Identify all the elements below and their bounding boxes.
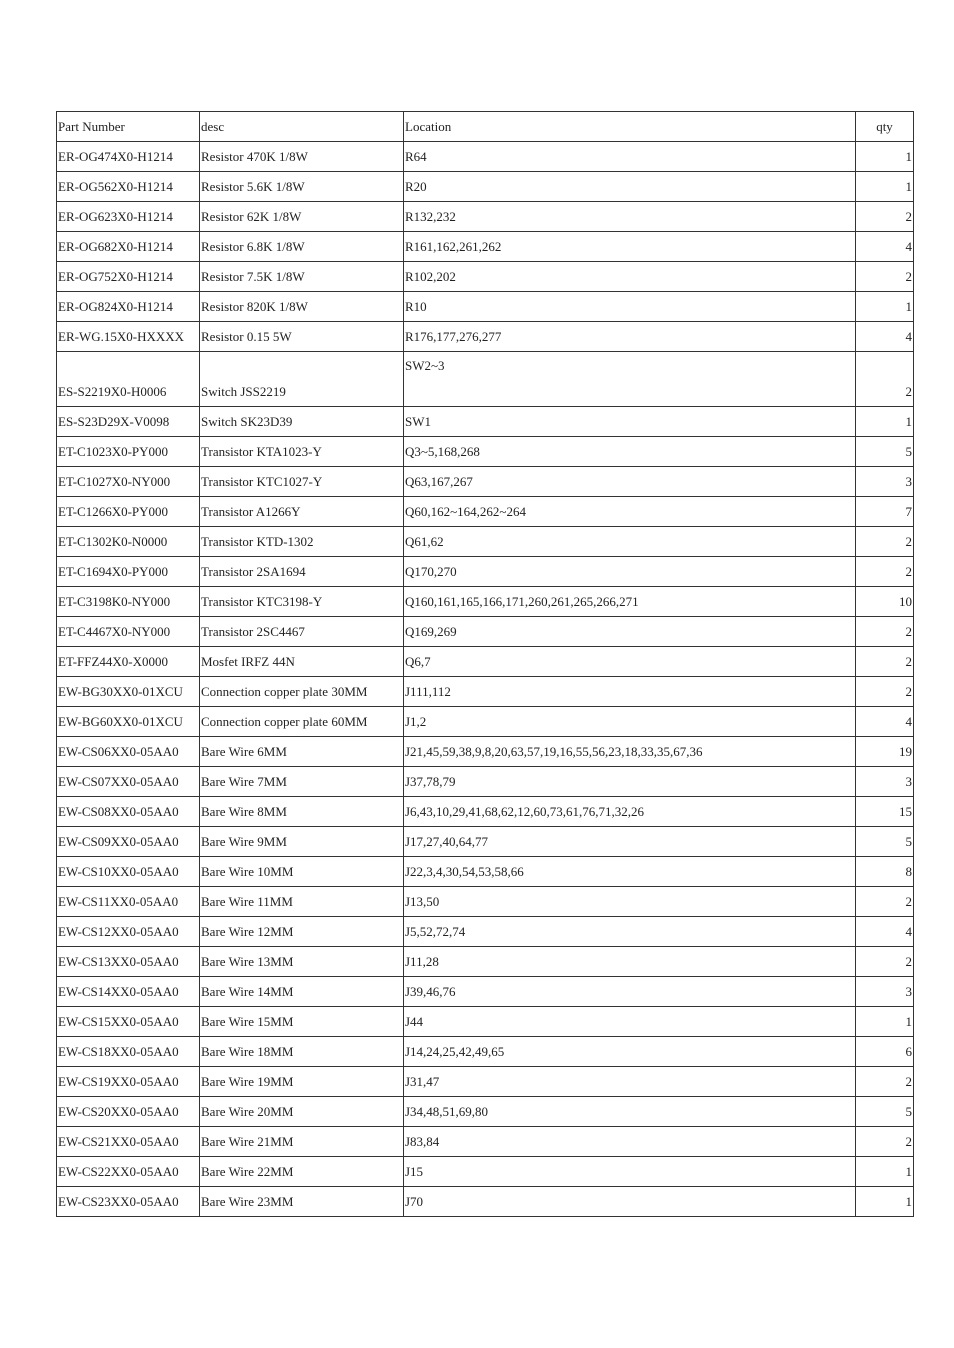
qty-cell: 1 <box>856 1187 914 1217</box>
qty-cell: 2 <box>856 647 914 677</box>
part-number-cell: ER-OG562X0-H1214 <box>57 172 200 202</box>
qty-cell: 19 <box>856 737 914 767</box>
description-cell: Bare Wire 8MM <box>200 797 404 827</box>
qty-cell: 1 <box>856 292 914 322</box>
qty-cell: 3 <box>856 977 914 1007</box>
location-cell: J14,24,25,42,49,65 <box>404 1037 856 1067</box>
location-cell: J31,47 <box>404 1067 856 1097</box>
table-row <box>57 1037 914 1067</box>
part-number-cell: ER-OG682X0-H1214 <box>57 232 200 262</box>
part-number-cell: EW-BG30XX0-01XCU <box>57 677 200 707</box>
description-cell: Bare Wire 20MM <box>200 1097 404 1127</box>
qty-cell: 4 <box>856 322 914 352</box>
description-cell: Mosfet IRFZ 44N <box>200 647 404 677</box>
qty-cell: 2 <box>856 677 914 707</box>
part-number-cell: EW-CS22XX0-05AA0 <box>57 1157 200 1187</box>
description-cell: Transistor A1266Y <box>200 497 404 527</box>
description-cell: Bare Wire 6MM <box>200 737 404 767</box>
location-cell: R132,232 <box>404 202 856 232</box>
qty-cell: 2 <box>856 262 914 292</box>
description-cell: Switch SK23D39 <box>200 407 404 437</box>
table-row <box>57 947 914 977</box>
location-cell: J1,2 <box>404 707 856 737</box>
qty-cell: 4 <box>856 232 914 262</box>
description-cell: Resistor 62K 1/8W <box>200 202 404 232</box>
description-cell: Bare Wire 21MM <box>200 1127 404 1157</box>
description-cell: Resistor 820K 1/8W <box>200 292 404 322</box>
table-row <box>57 857 914 887</box>
part-number-cell: ET-FFZ44X0-X0000 <box>57 647 200 677</box>
part-number-cell: EW-CS21XX0-05AA0 <box>57 1127 200 1157</box>
header-desc: desc <box>200 112 404 142</box>
location-cell: J44 <box>404 1007 856 1037</box>
part-number-cell: EW-CS14XX0-05AA0 <box>57 977 200 1007</box>
location-cell: J13,50 <box>404 887 856 917</box>
table-row <box>57 617 914 647</box>
table-row <box>57 587 914 617</box>
description-cell: Bare Wire 14MM <box>200 977 404 1007</box>
table-row <box>57 232 914 262</box>
bom-body <box>57 142 914 1217</box>
qty-cell: 1 <box>856 172 914 202</box>
table-row <box>57 1127 914 1157</box>
qty-cell: 4 <box>856 917 914 947</box>
qty-cell: 3 <box>856 467 914 497</box>
description-cell: Bare Wire 18MM <box>200 1037 404 1067</box>
location-cell: SW2~3 <box>404 352 856 407</box>
qty-cell: 7 <box>856 497 914 527</box>
location-cell: J37,78,79 <box>404 767 856 797</box>
table-row <box>57 467 914 497</box>
table-row <box>57 767 914 797</box>
part-number-cell: EW-CS19XX0-05AA0 <box>57 1067 200 1097</box>
qty-cell: 3 <box>856 767 914 797</box>
qty-cell: 1 <box>856 407 914 437</box>
qty-cell: 2 <box>856 352 914 407</box>
table-row <box>57 1187 914 1217</box>
location-cell: J15 <box>404 1157 856 1187</box>
location-cell: Q61,62 <box>404 527 856 557</box>
table-row <box>57 352 914 407</box>
table-row <box>57 827 914 857</box>
description-cell: Bare Wire 19MM <box>200 1067 404 1097</box>
location-cell: R20 <box>404 172 856 202</box>
table-row <box>57 322 914 352</box>
header-row <box>57 112 914 142</box>
description-cell: Bare Wire 7MM <box>200 767 404 797</box>
location-cell: J21,45,59,38,9,8,20,63,57,19,16,55,56,23,18,33,35,67,36 <box>404 737 856 767</box>
location-cell: R64 <box>404 142 856 172</box>
table-row <box>57 797 914 827</box>
location-cell: J22,3,4,30,54,53,58,66 <box>404 857 856 887</box>
description-cell: Transistor 2SA1694 <box>200 557 404 587</box>
part-number-cell: ES-S2219X0-H0006 <box>57 352 200 407</box>
header-part-number: Part Number <box>57 112 200 142</box>
qty-cell: 8 <box>856 857 914 887</box>
description-cell: Connection copper plate 30MM <box>200 677 404 707</box>
part-number-cell: ER-OG752X0-H1214 <box>57 262 200 292</box>
qty-cell: 2 <box>856 1127 914 1157</box>
part-number-cell: EW-CS08XX0-05AA0 <box>57 797 200 827</box>
table-row <box>57 557 914 587</box>
location-cell: R176,177,276,277 <box>404 322 856 352</box>
part-number-cell: ET-C4467X0-NY000 <box>57 617 200 647</box>
table-row <box>57 977 914 1007</box>
qty-cell: 2 <box>856 947 914 977</box>
qty-cell: 2 <box>856 887 914 917</box>
table-row <box>57 437 914 467</box>
location-cell: Q170,270 <box>404 557 856 587</box>
part-number-cell: EW-BG60XX0-01XCU <box>57 707 200 737</box>
description-cell: Transistor KTA1023-Y <box>200 437 404 467</box>
description-cell: Bare Wire 15MM <box>200 1007 404 1037</box>
description-cell: Bare Wire 13MM <box>200 947 404 977</box>
qty-cell: 1 <box>856 142 914 172</box>
description-cell: Switch JSS2219 <box>200 352 404 407</box>
part-number-cell: EW-CS06XX0-05AA0 <box>57 737 200 767</box>
location-cell: R161,162,261,262 <box>404 232 856 262</box>
table-row <box>57 917 914 947</box>
qty-cell: 2 <box>856 1067 914 1097</box>
description-cell: Bare Wire 12MM <box>200 917 404 947</box>
qty-cell: 6 <box>856 1037 914 1067</box>
part-number-cell: EW-CS09XX0-05AA0 <box>57 827 200 857</box>
qty-cell: 1 <box>856 1007 914 1037</box>
table-row <box>57 887 914 917</box>
description-cell: Resistor 7.5K 1/8W <box>200 262 404 292</box>
table-row <box>57 647 914 677</box>
location-cell: R102,202 <box>404 262 856 292</box>
table-row <box>57 172 914 202</box>
qty-cell: 5 <box>856 437 914 467</box>
table-row <box>57 407 914 437</box>
part-number-cell: EW-CS10XX0-05AA0 <box>57 857 200 887</box>
table-row <box>57 1007 914 1037</box>
description-cell: Resistor 470K 1/8W <box>200 142 404 172</box>
part-number-cell: ET-C1027X0-NY000 <box>57 467 200 497</box>
description-cell: Transistor 2SC4467 <box>200 617 404 647</box>
part-number-cell: ER-OG824X0-H1214 <box>57 292 200 322</box>
part-number-cell: ER-WG.15X0-HXXXX <box>57 322 200 352</box>
part-number-cell: ET-C1694X0-PY000 <box>57 557 200 587</box>
location-cell: Q169,269 <box>404 617 856 647</box>
description-cell: Transistor KTD-1302 <box>200 527 404 557</box>
table-row <box>57 1097 914 1127</box>
table-row <box>57 527 914 557</box>
location-cell: J39,46,76 <box>404 977 856 1007</box>
qty-cell: 2 <box>856 557 914 587</box>
part-number-cell: EW-CS11XX0-05AA0 <box>57 887 200 917</box>
location-cell: Q63,167,267 <box>404 467 856 497</box>
qty-cell: 15 <box>856 797 914 827</box>
qty-cell: 10 <box>856 587 914 617</box>
part-number-cell: ER-OG474X0-H1214 <box>57 142 200 172</box>
description-cell: Resistor 5.6K 1/8W <box>200 172 404 202</box>
part-number-cell: ET-C1266X0-PY000 <box>57 497 200 527</box>
description-cell: Bare Wire 22MM <box>200 1157 404 1187</box>
table-row <box>57 262 914 292</box>
description-cell: Bare Wire 11MM <box>200 887 404 917</box>
location-cell: J34,48,51,69,80 <box>404 1097 856 1127</box>
part-number-cell: ET-C3198K0-NY000 <box>57 587 200 617</box>
table-row <box>57 1067 914 1097</box>
table-row <box>57 142 914 172</box>
description-cell: Bare Wire 23MM <box>200 1187 404 1217</box>
description-cell: Connection copper plate 60MM <box>200 707 404 737</box>
location-cell: R10 <box>404 292 856 322</box>
qty-cell: 2 <box>856 527 914 557</box>
location-cell: Q60,162~164,262~264 <box>404 497 856 527</box>
description-cell: Transistor KTC3198-Y <box>200 587 404 617</box>
qty-cell: 5 <box>856 1097 914 1127</box>
location-cell: SW1 <box>404 407 856 437</box>
location-cell: J70 <box>404 1187 856 1217</box>
location-cell: Q160,161,165,166,171,260,261,265,266,271 <box>404 587 856 617</box>
table-row <box>57 1157 914 1187</box>
description-cell: Resistor 6.8K 1/8W <box>200 232 404 262</box>
qty-cell: 2 <box>856 617 914 647</box>
table-row <box>57 737 914 767</box>
part-number-cell: ET-C1023X0-PY000 <box>57 437 200 467</box>
table-row <box>57 707 914 737</box>
description-cell: Resistor 0.15 5W <box>200 322 404 352</box>
qty-cell: 2 <box>856 202 914 232</box>
description-cell: Transistor KTC1027-Y <box>200 467 404 497</box>
location-cell: J83,84 <box>404 1127 856 1157</box>
part-number-cell: EW-CS13XX0-05AA0 <box>57 947 200 977</box>
location-cell: Q6,7 <box>404 647 856 677</box>
location-cell: J6,43,10,29,41,68,62,12,60,73,61,76,71,32,26 <box>404 797 856 827</box>
part-number-cell: ER-OG623X0-H1214 <box>57 202 200 232</box>
location-cell: J11,28 <box>404 947 856 977</box>
part-number-cell: EW-CS15XX0-05AA0 <box>57 1007 200 1037</box>
part-number-cell: EW-CS07XX0-05AA0 <box>57 767 200 797</box>
header-qty: qty <box>856 112 914 142</box>
description-cell: Bare Wire 9MM <box>200 827 404 857</box>
table-row <box>57 677 914 707</box>
bom-table <box>56 111 914 1217</box>
qty-cell: 4 <box>856 707 914 737</box>
location-cell: Q3~5,168,268 <box>404 437 856 467</box>
header-location: Location <box>404 112 856 142</box>
qty-cell: 5 <box>856 827 914 857</box>
table-row <box>57 202 914 232</box>
part-number-cell: EW-CS20XX0-05AA0 <box>57 1097 200 1127</box>
location-cell: J111,112 <box>404 677 856 707</box>
location-cell: J17,27,40,64,77 <box>404 827 856 857</box>
part-number-cell: EW-CS12XX0-05AA0 <box>57 917 200 947</box>
qty-cell: 1 <box>856 1157 914 1187</box>
table-row <box>57 292 914 322</box>
part-number-cell: EW-CS18XX0-05AA0 <box>57 1037 200 1067</box>
table-row <box>57 497 914 527</box>
part-number-cell: ET-C1302K0-N0000 <box>57 527 200 557</box>
part-number-cell: ES-S23D29X-V0098 <box>57 407 200 437</box>
location-cell: J5,52,72,74 <box>404 917 856 947</box>
part-number-cell: EW-CS23XX0-05AA0 <box>57 1187 200 1217</box>
description-cell: Bare Wire 10MM <box>200 857 404 887</box>
